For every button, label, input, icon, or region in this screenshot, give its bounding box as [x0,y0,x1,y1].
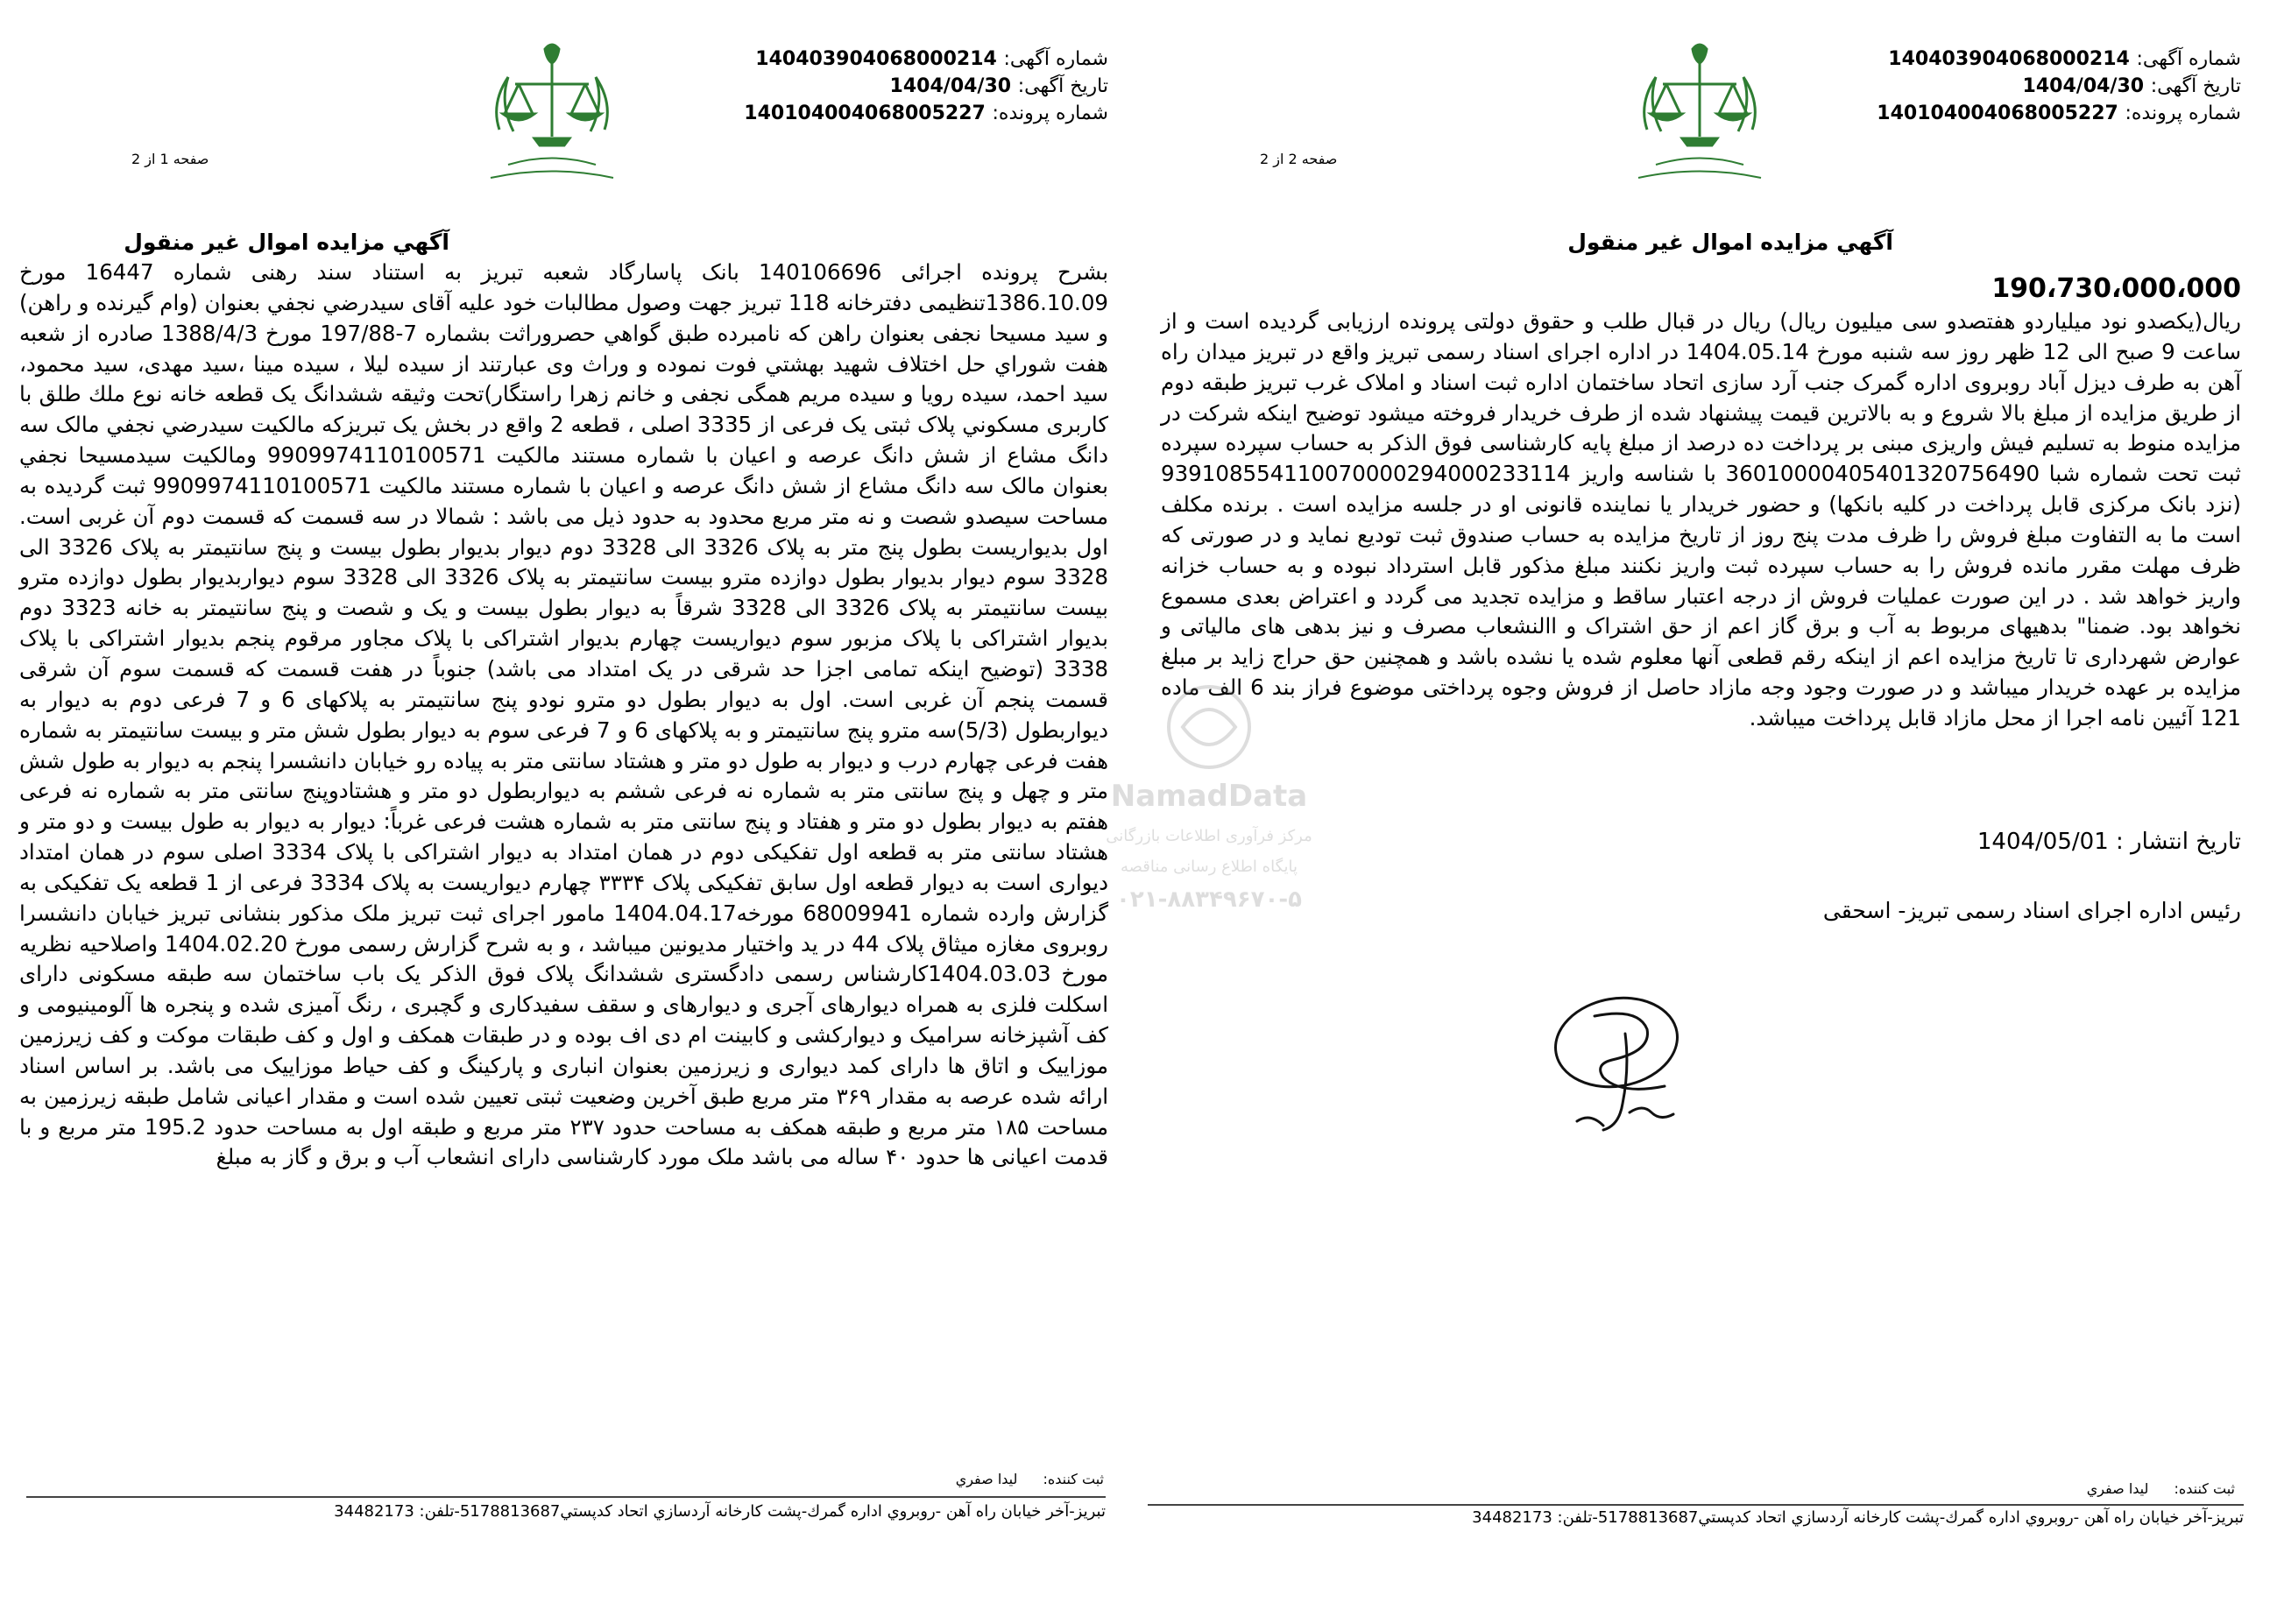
svg-text:۰۲۱-۸۸۳۴۹۶۷۰-۵: ۰۲۱-۸۸۳۴۹۶۷۰-۵ [1115,886,1303,913]
chief-title: رئیس اداره اجرای اسناد رسمی تبریز- اسحقی [1822,898,2241,923]
page-number: صفحه 2 از 2 [1260,151,1338,167]
ad-number-row: شماره آگهی: 140403904068000214 [1888,48,2241,70]
case-number: 140104004068005227 [1877,102,2118,124]
svg-text:پایگاه اطلاع رسانی مناقصه: پایگاه اطلاع رسانی مناقصه [1120,858,1298,876]
svg-text:مرکز فرآوری اطلاعات بازرگانی: مرکز فرآوری اطلاعات بازرگانی [1106,827,1312,845]
svg-text:NamadData: NamadData [1110,779,1308,814]
case-number-row: شماره پرونده: 140104004068005227 [1877,102,2241,124]
ad-date: 1404/04/30 [2022,75,2145,97]
publish-date: 1404/05/01 [1977,829,2109,855]
footer-address: تبريز-آخر خيابان راه آهن -روبروي اداره گمرك-پشت كارخانه آردسازي اتحاد كدپستي5178813687-تلفن: 34482173 [334,1502,1106,1521]
ad-info-block [744,46,1108,127]
page-title: آگهي مزايده اموال غير منقول [124,229,449,255]
case-number: 140104004068005227 [744,102,986,124]
base-price-amount: 190،730،000،000 [1991,273,2241,304]
page-1 [0,0,1130,1624]
footer-divider [26,1496,1106,1498]
registrar-row: ثبت كننده: ليدا صفري [955,1471,1104,1487]
page-title: آگهي مزايده اموال غير منقول [1567,229,1893,255]
ad-date-row: تاریخ آگهی: 1404/04/30 [2022,75,2241,97]
ad-number-row: شماره آگهی: 140403904068000214 [755,48,1108,70]
registrar-name: ليدا صفري [955,1471,1018,1487]
registrar-row: ثبت كننده: ليدا صفري [2086,1480,2235,1497]
case-number-row: شماره پرونده: 140104004068005227 [744,102,1108,124]
ad-date: 1404/04/30 [889,75,1012,97]
footer-address: تبريز-آخر خيابان راه آهن -روبروي اداره گمرك-پشت كارخانه آردسازي اتحاد كدپستي5178813687-تلفن: 34482173 [1472,1508,2244,1527]
ad-number: 140403904068000214 [1888,48,2130,70]
judiciary-emblem-icon [473,33,631,189]
registrar-name: ليدا صفري [2086,1480,2149,1497]
announcement-body: ريال(یکصدو نود میلیاردو هفتصدو سی میلیون ریال) ريال در قبال طلب و حقوق دولتی پرونده ارزیابی گردیده است و از ساعت 9 صبح الی 12 ظهر روز سه شنبه مورخ 1404.05.14 در اداره اجرای اسناد رسمی تبریز واقع در تبریز میدان راه آهن به طرف دیزل آباد روبروی اداره گمرک جنب آرد سازی اتحاد ساختمان اداره ثبت اسناد و املاک غرب تبریز طبقه دوم از طریق مزایده از مبلغ بالا شروع و به بالاترین قیمت پیشنهاد شده از طرف خریدار فروخته میشود توضیح اینکه شرکت در مزایده منوط به تسلیم فیش واریزی مبنی بر پرداخت ده درصد از مبلغ پایه کارشناسی فوق الذکر به حساب سپرده سپرده ثبت تحت شماره شبا 360100004054013207564​90 با شناسه واریز 939108554110070000294000233114 (نزد بانک مرکزی قابل پرداخت در کلیه بانکها) و حضور خریدار یا نماینده قانونی او در جلسه مزایده است . برنده مکلف است ما به التفاوت مبلغ فروش را ظرف مدت پنج روز از تاریخ مزایده به حساب صندوق ثبت تودیع نماید و در صورتی که ظرف مهلت مقرر مانده فروش را به حساب سپرده ثبت واریز نکنند مبلغ مذکور قابل استرداد نبوده و به حساب خزانه واریز خواهد شد . در این صورت عملیات فروش از درجه اعتبار ساقط و مزایده تجدید می گردد و اعتراض بعدی مسموع نخواهد بود. ضمنا" بدهیهای مربوط به آب و برق گاز اعم از حق اشتراک و االنشعاب مصرف و نیز بدهی های مالیاتی و عوارض شهرداری تا تاریخ مزایده اعم از اینکه رقم قطعی آنها معلوم شده یا نشده باشد و همچنین حق حراج زاید بر مبلغ مزایده بر عهده خریدار میباشد و در صورت وجود وجه مازاد حاصل از فروش وجوه پرداختی موضوع فراز بند 6 الف ماده 121 آئیین نامه اجرا از محل مازاد قابل پرداخت میباشد. [1161,308,2242,731]
ad-number: 140403904068000214 [755,48,997,70]
ad-date-row: تاریخ آگهی: 1404/04/30 [889,75,1108,97]
announcement-body: بشرح پرونده اجرائی 140106696 بانک پاسارگاد شعبه تبریز به استناد سند رهنی شماره 16447 مورخ 1386.10.09تنظیمی دفترخانه 118 تبریز جهت وصول مطالبات خود علیه آقای سیدرضي نجفي بعنوان (وام گيرنده و راهن) و سيد مسيحا نجفی بعنوان راهن که نامبرده طبق گواهي حصروراثت بشماره 7-197/88 مورخ 1388/4/3 صادره از شعبه هفت شوراي حل اختلاف شهيد بهشتي فوت نموده و وراث وی عبارتند از سيده ليلا ، سيده مينا ،سيد مهدی، سيد محمود، سيد احمد، سيده رويا و سيده مريم همگی نجفی و خانم زهرا راستگار)تحت وثيقه ششدانگ یک قطعه خانه نوع ملك طلق با کاربری مسكوني پلاک ثبتی یک فرعی از 3335 اصلی ، قطعه 2 واقع در بخش یک تبریزكه مالكيت سيدرضي نجفي مالک سه دانگ مشاع از شش دانگ عرصه و اعيان با شماره مستند مالكيت 9909974110100571 ومالكيت سيدمسيحا نجفي بعنوان مالک سه دانگ مشاع از شش دانگ عرصه و اعيان با شماره مستند مالكيت 9909974110100571 ثبت گرديده به مساحت سیصدو شصت و نه متر مربع محدود به حدود ذیل می باشد : شمالا در سه قسمت که قسمت دوم آن غربی است. اول بدیواریست بطول پنج متر به پلاک 3326 الی 3328 دوم دیوار بدیوار بطول بیست و پنج سانتیمتر به پلاک 3326 الی 3328 سوم دیوار بدیوار بطول دوازده مترو بیست سانتیمتر به پلاک 3326 الی 3328 سوم دیواربدیوار بطول دوازده مترو بیست سانتیمتر به پلاک 3326 الی 3328 شرقاً به دیوار بطول بیست و یک و شصت و پنج سانتیمتر به خانه 3323 دوم بدیوار اشتراکی با پلاک مزبور سوم دیواریست چهارم بدیوار اشتراکی با پلاک مجاور مرقوم پنجم بدیوار اشتراکی با پلاک 3338 (توضیح اینکه تمامی اجزا حد شرقی در یک امتداد می باشد) جنوباً در هفت قسمت که قسمت سوم آن شرقی قسمت پنجم آن غربی است. اول به دیوار بطول دو مترو نودو پنج سانتیمتر به پلاکهای 6 و 7 فرعی دوم به دیوار به دیواربطول (5/3)سه مترو پنج سانتیمتر و به پلاکهای 6 و 7 فرعی سوم به دیوار بطول شش متر و بیست سانتیمتر به شماره هفت فرعی چهارم درب و دیوار به طول دو متر و هشتاد سانتی متر به پیاده رو خیابان دانشسرا پنجم به دیوار به طول شش متر و چهل و پنج سانتی متر به شماره نه فرعی ششم به دیواربطول دو متر و هشتادوپنج سانتی متر به شماره نه فرعی هفتم به دیوار بطول دو متر و هفتاد و پنج سانتی متر به شماره هشت فرعی غرباً: دیوار به دیوار به طول بیست و دو متر و هشتاد سانتی متر به قطعه اول تفکیکی دوم در همان امتداد به دیوار اشتراکی با پلاک 3334 اصلی سوم در همان امتداد دیواری است به دیوار قطعه اول سابق تفکیکی پلاک ۳۳۳۴ چهارم دیواریست به پلاک 3334 فرعی از 1 قطعه یک تفکیکی به گزارش وارده شماره 68009941 مورخه1404.04.17 مامور اجرای ثبت تبریز ملک مذکور بنشانی تبریز خیابان دانشسرا روبروی مغازه میثاق پلاک 44 در ید واختیار مدیونین میباشد ، و به شرح گزارش رسمی مورخ 1404.02.20 واصلاحیه نظریه مورخ 1404.03.03کارشناس رسمی دادگستری ششدانگ پلاک فوق الذکر یک باب ساختمان سه طبقه مسکونی دارای اسکلت فلزی به همراه دیوارهای آجری و دیوارهای و سقف سفیدکاری و گچبری ، رنگ آمیزی شده و پنجره ها آلومینیومی و کف آشپزخانه سرامیک و دیوارکشی و کابینت ام دی اف بوده و در طبقات همکف و اول و کف طبقات موکت و کف زیرزمین موزاییک و اتاق ها دارای کمد دیواری و زیرزمین بعنوان انباری و پارکینگ و کف حیاط موزاییک می باشد. بر اساس اسناد ارائه شده عرصه به مقدار ۳۶۹ متر مربع طبق آخرین وضعیت ثبتی تعیین شده است و مقدار اعیانی شامل طبقه زیرزمین به مساحت ۱۸۵ متر مربع و طبقه همکف به مساحت حدود ۲۳۷ متر مربع و طبقه اول به مساحت حدود 195.2 متر مربع و با قدمت اعیانی ها حدود ۴۰ ساله می باشد ملک مورد کارشناسی دارای انشعاب آب و برق و گاز به مبلغ [19,259,1109,1170]
publish-date-row: تاریخ انتشار : 1404/05/01 [1977,829,2241,855]
page-number: صفحه 1 از 2 [131,151,209,167]
ad-info-block [1877,46,2241,127]
footer-divider [1148,1504,2244,1506]
judiciary-emblem-icon [1621,33,1779,189]
namaddata-watermark-icon [1078,666,1340,946]
signature-icon [1542,981,1717,1156]
